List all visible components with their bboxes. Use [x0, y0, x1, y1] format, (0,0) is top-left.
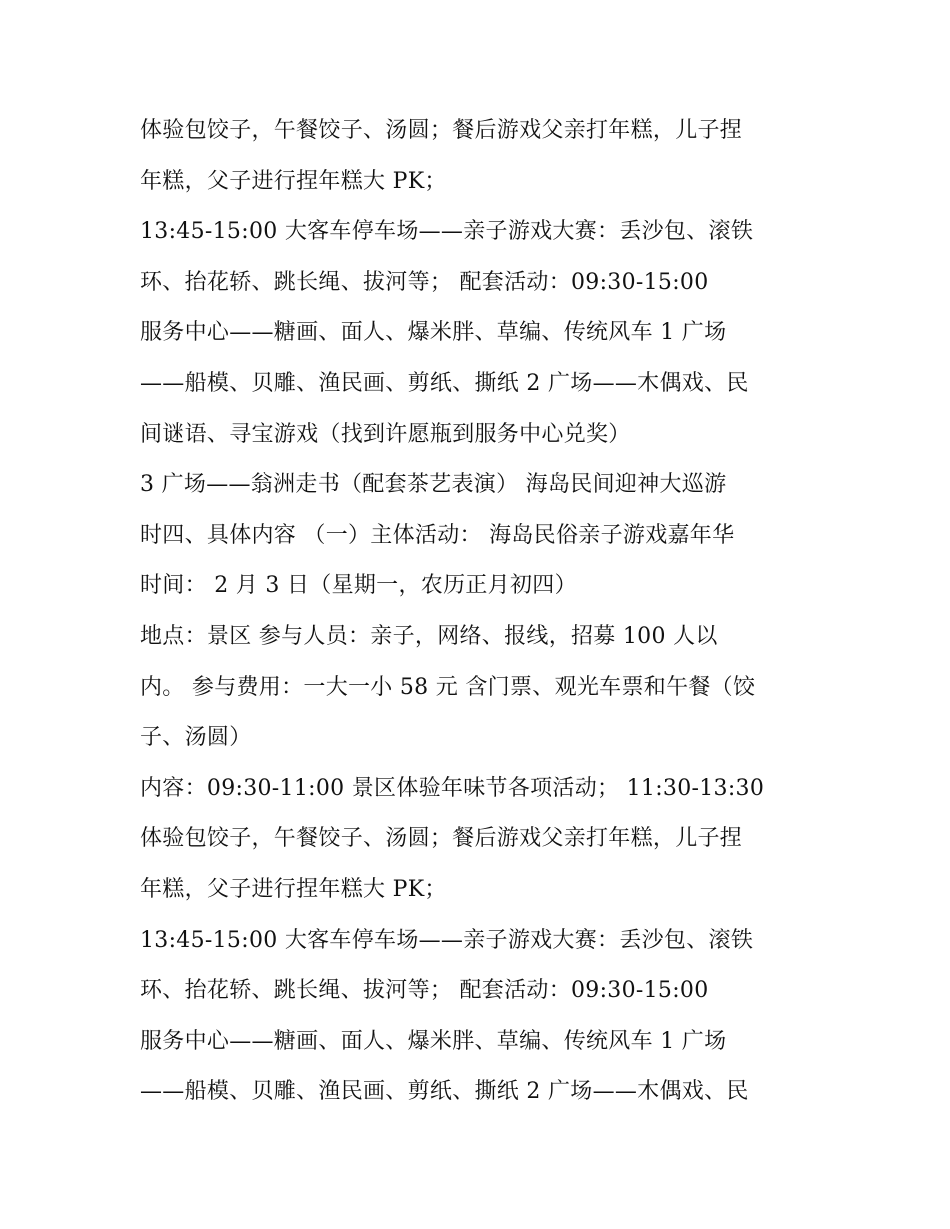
text-line: 环、抬花轿、跳长绳、拔河等； 配套活动：09:30-15:00	[140, 269, 709, 295]
text-line: 地点：景区 参与人员：亲子，网络、报线，招募 100 人以	[140, 623, 718, 649]
text-line: ——船模、贝雕、渔民画、剪纸、撕纸 2 广场——木偶戏、民	[140, 370, 749, 396]
text-line: 子、汤圆）	[140, 725, 252, 751]
document-body	[140, 106, 840, 1118]
text-line: 内。 参与费用：一大一小 58 元 含门票、观光车票和午餐（饺	[140, 674, 756, 700]
text-line: 服务中心——糖画、面人、爆米胖、草编、传统风车 1 广场	[140, 320, 727, 346]
text-line: 时四、具体内容 （一）主体活动： 海岛民俗亲子游戏嘉年华	[140, 522, 735, 548]
text-line: 13:45-15:00 大客车停车场——亲子游戏大赛：丢沙包、滚铁	[140, 927, 754, 953]
text-line: 体验包饺子，午餐饺子、汤圆；餐后游戏父亲打年糕，儿子捏	[140, 118, 743, 143]
text-line: 间谜语、寻宝游戏（找到许愿瓶到服务中心兑奖）	[140, 421, 631, 447]
text-line: 内容：09:30-11:00 景区体验年味节各项活动； 11:30-13:30	[140, 775, 765, 801]
text-line: 3 广场——翁洲走书（配套茶艺表演） 海岛民间迎神大巡游	[140, 472, 727, 498]
text-line: 年糕，父子进行捏年糕大 PK；	[140, 876, 447, 902]
text-line: 时间： 2 月 3 日（星期一，农历正月初四）	[140, 573, 577, 599]
text-line: 年糕，父子进行捏年糕大 PK；	[140, 168, 447, 194]
text-line: 体验包饺子，午餐饺子、汤圆；餐后游戏父亲打年糕，儿子捏	[140, 826, 743, 852]
text-line: 环、抬花轿、跳长绳、拔河等； 配套活动：09:30-15:00	[140, 978, 709, 1004]
text-line: ——船模、贝雕、渔民画、剪纸、撕纸 2 广场——木偶戏、民	[140, 1079, 749, 1105]
text-line: 服务中心——糖画、面人、爆米胖、草编、传统风车 1 广场	[140, 1028, 727, 1054]
text-line: 13:45-15:00 大客车停车场——亲子游戏大赛：丢沙包、滚铁	[140, 219, 754, 245]
